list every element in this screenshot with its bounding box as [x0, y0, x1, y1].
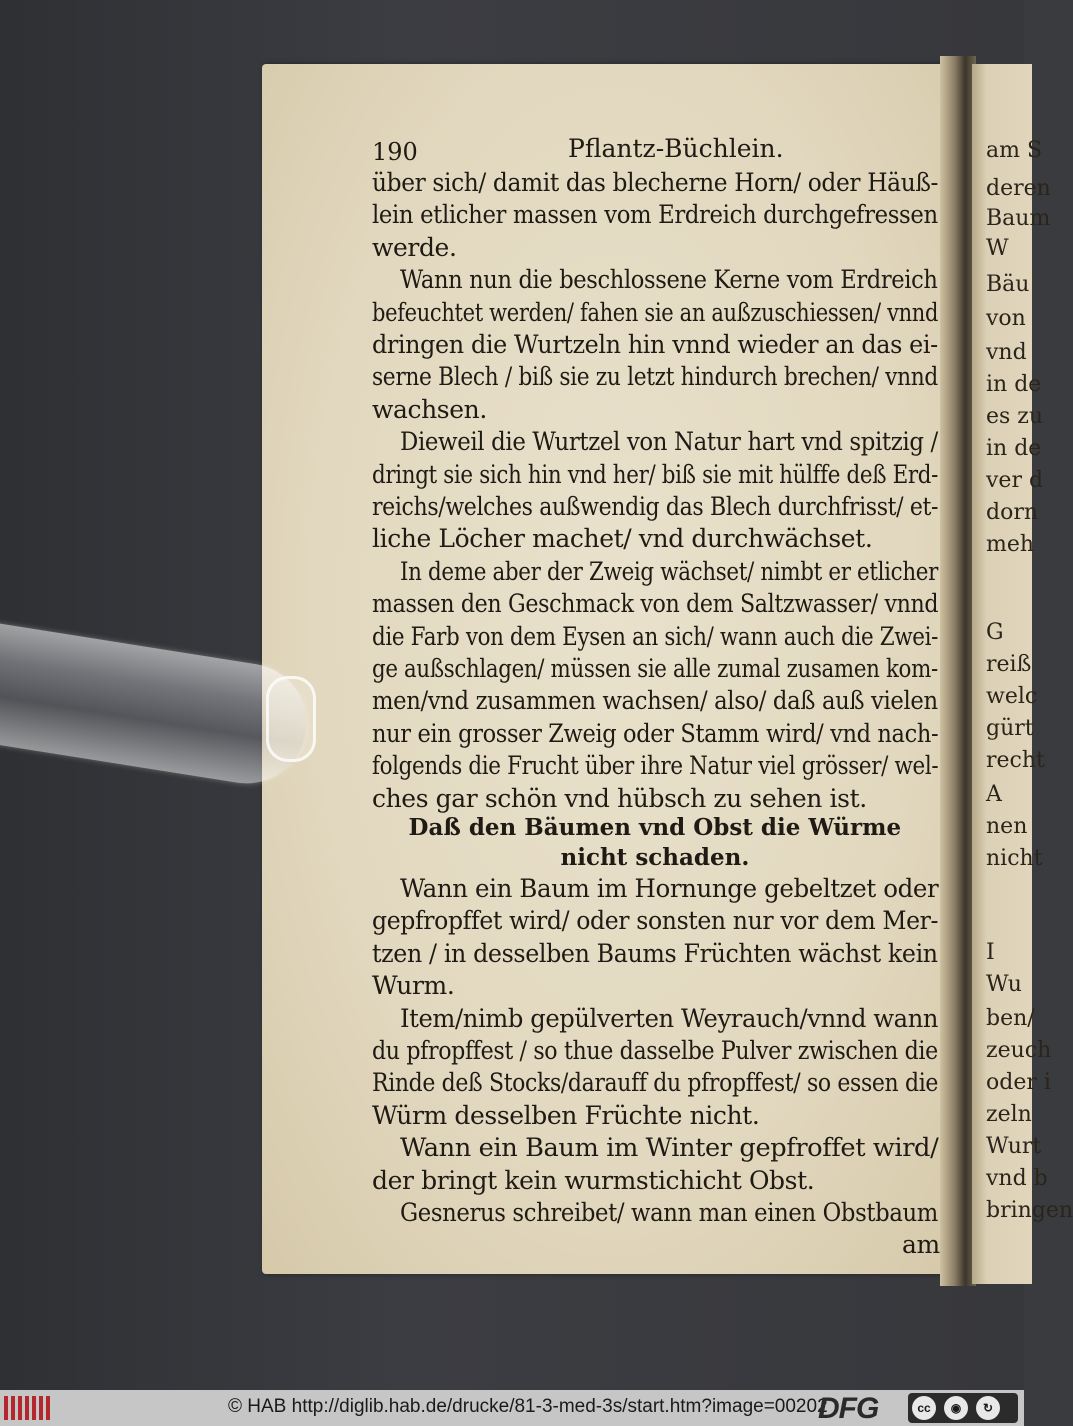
- viewer-footer: [0, 1390, 1024, 1426]
- dfg-logo: DFG: [818, 1392, 879, 1425]
- cc-icon: cc: [912, 1396, 936, 1420]
- next-page-fragment: Wu: [986, 972, 1022, 997]
- text-line: gepfropffet wird/ oder sonsten nur vor dem Mer-: [372, 906, 939, 936]
- text-line: massen den Geschmack von dem Saltzwasser/ vnnd: [372, 589, 939, 619]
- next-page-fragment: reiß: [986, 652, 1032, 677]
- text-line: nur ein grosser Zweig oder Stamm wird/ vnd nach-: [372, 718, 939, 748]
- copyright-url[interactable]: © HAB http://diglib.hab.de/drucke/81-3-med-3s/start.htm?image=00202: [228, 1396, 828, 1417]
- text-line: reichs/welches außwendig das Blech durchfrisst/ et-: [372, 492, 939, 521]
- next-page-fragment: nen: [986, 814, 1028, 839]
- next-page-fragment: nicht: [986, 846, 1043, 871]
- hab-logo-icon: [4, 1396, 50, 1420]
- next-page-fragment: welc: [986, 684, 1038, 709]
- next-page-fragment: bringen: [986, 1198, 1073, 1223]
- next-page-fragment: zeuch: [986, 1038, 1052, 1063]
- text-line: Dieweil die Wurtzel von Natur hart vnd spitzig /: [400, 427, 938, 457]
- text-line: ge außschlagen/ müssen sie alle zumal zusamen kom-: [372, 654, 938, 683]
- next-page-fragment: oder i: [986, 1070, 1051, 1095]
- text-line: am: [902, 1230, 940, 1260]
- next-page-fragment: G: [986, 620, 1004, 645]
- text-line: men/vnd zusammen wachsen/ also/ daß auß vielen: [372, 686, 938, 716]
- section-heading-line: nicht schaden.: [560, 844, 750, 871]
- page-number: 190: [372, 138, 418, 166]
- book-gutter: [940, 56, 976, 1286]
- text-line: tzen / in desselben Baums Früchten wächst kein: [372, 938, 938, 968]
- cc-license-badge[interactable]: [908, 1393, 1018, 1423]
- text-line: befeuchtet werden/ fahen sie an außzuschiessen/ vnnd: [372, 297, 939, 327]
- text-line: folgends die Frucht über ihre Natur viel grösser/ wel-: [372, 751, 939, 781]
- text-line: liche Löcher machet/ vnd durchwächset.: [372, 524, 873, 554]
- next-page-fragment: ben/: [986, 1006, 1035, 1031]
- next-page-fragment: am S: [986, 138, 1043, 163]
- next-page-fragment: meh: [986, 532, 1035, 557]
- section-heading-line: Daß den Bäumen vnd Obst die Würme: [408, 814, 902, 841]
- glass-page-weight-tip: [266, 676, 316, 762]
- text-line: die Farb von dem Eysen an sich/ wann auch die Zwei-: [372, 621, 939, 651]
- text-line: In deme aber der Zweig wächset/ nimbt er etlicher: [400, 556, 938, 586]
- text-line: werde.: [372, 232, 457, 262]
- running-head: Pflantz-Büchlein.: [568, 134, 784, 163]
- next-page-fragment: in de: [986, 436, 1042, 461]
- next-page-fragment: Wurt: [986, 1134, 1042, 1159]
- next-page-fragment: Baum: [986, 206, 1051, 231]
- text-line: über sich/ damit das blecherne Horn/ oder Häuß-: [372, 168, 939, 197]
- next-page-fragment: recht: [986, 748, 1045, 773]
- next-page-fragment: in de: [986, 372, 1042, 397]
- text-line: der bringt kein wurmstichicht Obst.: [372, 1165, 815, 1195]
- text-line: Wurm.: [372, 971, 455, 1001]
- next-page-fragment: gürt: [986, 716, 1034, 741]
- next-page-fragment: Bäu: [986, 272, 1030, 297]
- next-page-fragment: dorn: [986, 500, 1039, 525]
- text-line: lein etlicher massen vom Erdreich durchgefressen: [372, 200, 938, 230]
- text-line: Würm desselben Früchte nicht.: [372, 1100, 760, 1130]
- text-line: Wann ein Baum im Winter gepfroffet wird/: [400, 1133, 939, 1163]
- text-line: Item/nimb gepülverten Weyrauch/vnnd wann: [400, 1003, 939, 1033]
- next-page-fragment: deren: [986, 176, 1051, 201]
- text-line: dringen die Wurtzeln hin vnnd wieder an das ei-: [372, 330, 938, 359]
- text-line: ches gar schön vnd hübsch zu sehen ist.: [372, 783, 867, 813]
- text-line: serne Blech / biß sie zu letzt hindurch brechen/ vnnd: [372, 362, 938, 392]
- next-page-fragment: A: [986, 782, 1002, 807]
- text-line: du pfropffest / so thue dasselbe Pulver zwischen die: [372, 1036, 938, 1065]
- by-icon: ◉: [944, 1396, 968, 1420]
- next-page-fragment: von: [986, 306, 1026, 331]
- next-page-fragment: I: [986, 940, 995, 965]
- next-page-fragment: zeln: [986, 1102, 1032, 1127]
- text-line: wachsen.: [372, 394, 487, 424]
- text-line: dringt sie sich hin vnd her/ biß sie mit hülffe deß Erd-: [372, 459, 939, 489]
- next-page-fragment: ver d: [986, 468, 1044, 493]
- text-line: Wann nun die beschlossene Kerne vom Erdreich: [400, 265, 938, 295]
- next-page-fragment: vnd b: [986, 1166, 1048, 1191]
- text-line: Gesnerus schreibet/ wann man einen Obstbaum: [400, 1198, 938, 1227]
- next-page-edge: [972, 64, 1073, 1284]
- text-line: Rinde deß Stocks/darauff du pfropffest/ so essen die: [372, 1068, 939, 1098]
- next-page-fragment: vnd: [986, 340, 1027, 365]
- next-page-fragment: es zu: [986, 404, 1044, 429]
- sa-icon: ↻: [976, 1396, 1000, 1420]
- next-page-fragment: W: [986, 236, 1009, 261]
- text-line: Wann ein Baum im Hornunge gebeltzet oder: [400, 874, 939, 903]
